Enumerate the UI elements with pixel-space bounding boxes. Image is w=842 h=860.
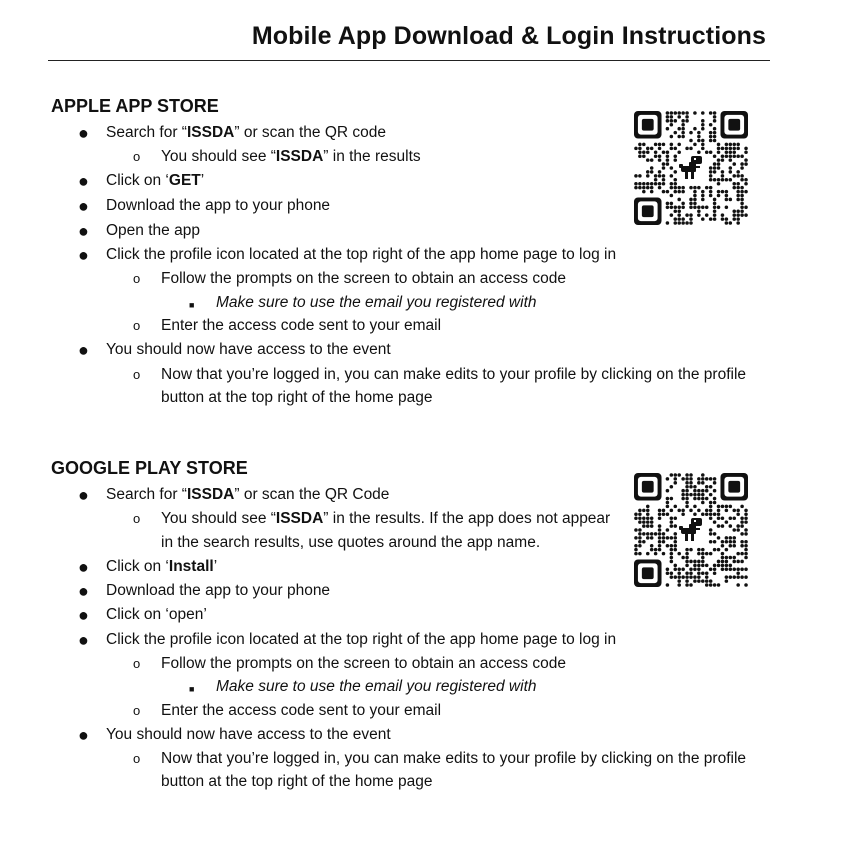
google-step-access: You should now have access to the event [106,726,391,743]
google-step-download: Download the app to your phone [106,582,331,599]
apple-step-edit-profile-cont: button at the top right of the home page [161,389,433,406]
google-step-prompts: Follow the prompts on the screen to obtain an access code [161,655,566,672]
bullet: ● [78,171,89,191]
apple-qr-code [634,111,748,225]
title-underline [48,60,770,61]
google-step-see-results-cont: in the search results, use quotes around the app name. [161,534,541,551]
apple-step-prompts: Follow the prompts on the screen to obtain an access code [161,270,566,287]
apple-step-open: Open the app [106,222,200,239]
sub-sub-bullet: ■ [189,684,195,694]
sub-bullet: o [133,271,141,286]
bullet: ● [78,581,89,601]
google-qr-code [634,473,748,587]
bullet: ● [78,196,89,216]
google-step-edit-profile: Now that you’re logged in, you can make edits to your profile by clicking on the profile [161,750,747,767]
bullet: ● [78,221,89,241]
apple-app-store-heading: APPLE APP STORE [51,96,219,116]
apple-step-search: Search for “ISSDA” or scan the QR code [106,124,386,141]
google-step-open: Click on ‘open’ [106,606,207,623]
bullet: ● [78,245,89,265]
bullet: ● [78,605,89,625]
sub-bullet: o [133,656,141,671]
bullet: ● [78,340,89,360]
google-step-click-install: Click on ‘Install’ [106,558,218,575]
bullet: ● [78,725,89,745]
bullet: ● [78,485,89,505]
sub-bullet: o [133,318,141,333]
sub-bullet: o [133,703,141,718]
sub-bullet: o [133,367,141,382]
google-step-see-results: You should see “ISSDA” in the results. If the app does not appear [161,510,611,527]
apple-step-enter-code: Enter the access code sent to your email [161,317,442,334]
google-step-email-note: Make sure to use the email you registered with [216,678,537,695]
bullet: ● [78,557,89,577]
sub-bullet: o [133,751,141,766]
sub-sub-bullet: ■ [189,300,195,310]
apple-step-email-note: Make sure to use the email you registered with [216,294,537,311]
page-title: Mobile App Download & Login Instructions [251,22,766,50]
sub-bullet: o [133,511,141,526]
sub-bullet: o [133,149,141,164]
google-play-store-heading: GOOGLE PLAY STORE [51,458,248,478]
google-step-edit-profile-cont: button at the top right of the home page [161,773,433,790]
google-step-search: Search for “ISSDA” or scan the QR Code [106,486,390,503]
bullet: ● [78,123,89,143]
apple-step-edit-profile: Now that you’re logged in, you can make edits to your profile by clicking on the profile [161,366,747,383]
google-step-enter-code: Enter the access code sent to your email [161,702,442,719]
apple-step-see-results: You should see “ISSDA” in the results [161,148,421,165]
apple-step-click-get: Click on ‘GET’ [106,172,205,189]
apple-step-access: You should now have access to the event [106,341,391,358]
apple-step-download: Download the app to your phone [106,197,331,214]
google-step-profile-icon: Click the profile icon located at the top right of the app home page to log in [106,631,617,648]
apple-step-profile-icon: Click the profile icon located at the top right of the app home page to log in [106,246,617,263]
bullet: ● [78,630,89,650]
